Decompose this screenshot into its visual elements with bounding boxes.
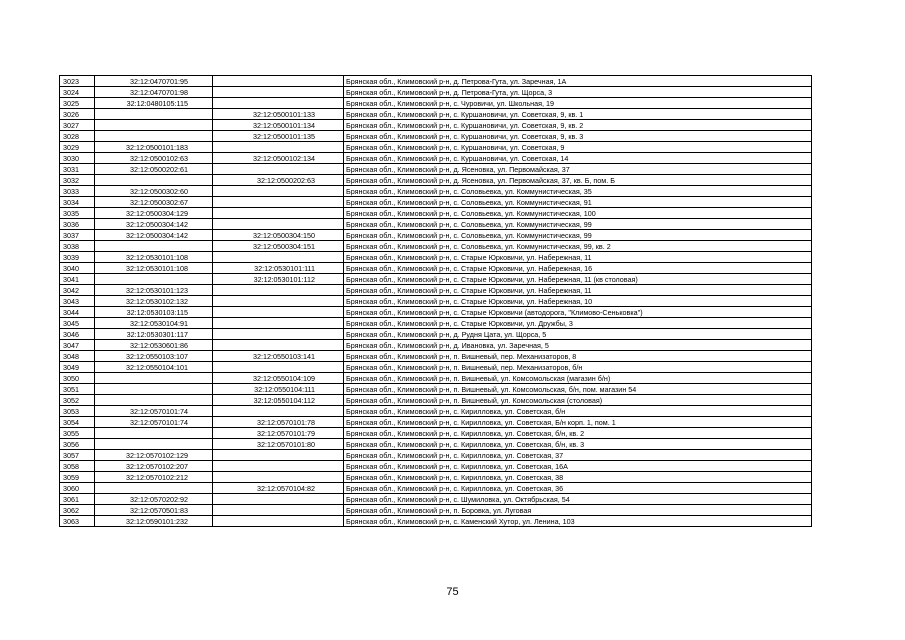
- cadastral-number-secondary-cell: 32:12:0500101:134: [213, 120, 344, 131]
- cadastral-number-cell: [95, 274, 213, 285]
- table-row: [60, 428, 812, 439]
- table-row: [60, 120, 812, 131]
- address-cell: Брянская обл., Климовский р-н, с. Каменский Хутор, ул. Ленина, 103: [344, 516, 812, 527]
- row-number-cell: 3033: [60, 186, 95, 197]
- cadastral-number-secondary-cell: [213, 307, 344, 318]
- page-number: 75: [446, 586, 459, 598]
- table-row: [60, 351, 812, 362]
- table-row: [60, 472, 812, 483]
- table-row: [60, 318, 812, 329]
- address-cell: Брянская обл., Климовский р-н, п. Вишневый, ул. Комсомольская (магазин б/н): [344, 373, 812, 384]
- table-row: [60, 516, 812, 527]
- row-number-cell: 3054: [60, 417, 95, 428]
- table-row: [60, 252, 812, 263]
- cadastral-number-secondary-cell: 32:12:0570101:79: [213, 428, 344, 439]
- table-row: [60, 175, 812, 186]
- address-cell: Брянская обл., Климовский р-н, с. Старые Юрковичи, ул. Дружбы, 3: [344, 318, 812, 329]
- row-number-cell: 3050: [60, 373, 95, 384]
- table-row: [60, 241, 812, 252]
- row-number-cell: 3048: [60, 351, 95, 362]
- row-number-cell: 3032: [60, 175, 95, 186]
- cadastral-number-secondary-cell: [213, 340, 344, 351]
- cadastral-number-secondary-cell: [213, 197, 344, 208]
- cadastral-number-secondary-cell: [213, 516, 344, 527]
- cadastral-number-cell: 32:12:0530102:132: [95, 296, 213, 307]
- cadastral-number-cell: 32:12:0530104:91: [95, 318, 213, 329]
- cadastral-number-secondary-cell: 32:12:0550104:112: [213, 395, 344, 406]
- row-number-cell: 3027: [60, 120, 95, 131]
- table-row: [60, 505, 812, 516]
- address-cell: Брянская обл., Климовский р-н, с. Старые Юрковичи, ул. Набережная, 11: [344, 285, 812, 296]
- cadastral-number-secondary-cell: 32:12:0500101:133: [213, 109, 344, 120]
- cadastral-number-cell: 32:12:0500202:61: [95, 164, 213, 175]
- cadastral-number-secondary-cell: [213, 76, 344, 87]
- cadastral-number-cell: [95, 373, 213, 384]
- address-cell: Брянская обл., Климовский р-н, с. Старые Юрковичи, ул. Набережная, 16: [344, 263, 812, 274]
- table-row: [60, 362, 812, 373]
- cadastral-number-cell: 32:12:0500302:60: [95, 186, 213, 197]
- row-number-cell: 3034: [60, 197, 95, 208]
- row-number-cell: 3057: [60, 450, 95, 461]
- cadastral-number-cell: [95, 483, 213, 494]
- row-number-cell: 3059: [60, 472, 95, 483]
- cadastral-number-cell: 32:12:0570102:207: [95, 461, 213, 472]
- table-row: [60, 483, 812, 494]
- cadastral-number-secondary-cell: [213, 186, 344, 197]
- cadastral-number-secondary-cell: [213, 450, 344, 461]
- table-row: [60, 296, 812, 307]
- cadastral-number-secondary-cell: [213, 208, 344, 219]
- cadastral-number-cell: 32:12:0530101:123: [95, 285, 213, 296]
- cadastral-number-secondary-cell: 32:12:0500202:63: [213, 175, 344, 186]
- cadastral-number-cell: 32:12:0500304:142: [95, 230, 213, 241]
- table-row: [60, 208, 812, 219]
- cadastral-number-cell: 32:12:0480105:115: [95, 98, 213, 109]
- row-number-cell: 3055: [60, 428, 95, 439]
- cadastral-number-cell: 32:12:0570202:92: [95, 494, 213, 505]
- cadastral-number-secondary-cell: [213, 219, 344, 230]
- table-row: [60, 285, 812, 296]
- cadastral-number-secondary-cell: [213, 98, 344, 109]
- row-number-cell: 3024: [60, 87, 95, 98]
- address-cell: Брянская обл., Климовский р-н, с. Кирилловка, ул. Советская, б/н, кв. 2: [344, 428, 812, 439]
- cadastral-number-secondary-cell: [213, 296, 344, 307]
- address-cell: Брянская обл., Климовский р-н, с. Соловьевка, ул. Коммунистическая, 100: [344, 208, 812, 219]
- address-cell: Брянская обл., Климовский р-н, с. Соловьевка, ул. Коммунистическая, 99: [344, 219, 812, 230]
- cadastral-number-secondary-cell: [213, 164, 344, 175]
- address-cell: Брянская обл., Климовский р-н, д. Ивановка, ул. Заречная, 5: [344, 340, 812, 351]
- address-cell: Брянская обл., Климовский р-н, с. Старые Юрковичи (автодорога, "Климово-Сеньковка"): [344, 307, 812, 318]
- address-cell: Брянская обл., Климовский р-н, с. Куршановичи, ул. Советская, 9, кв. 2: [344, 120, 812, 131]
- table-row: [60, 450, 812, 461]
- address-cell: Брянская обл., Климовский р-н, с. Соловьевка, ул. Коммунистическая, 35: [344, 186, 812, 197]
- cadastral-number-cell: 32:12:0500102:63: [95, 153, 213, 164]
- row-number-cell: 3038: [60, 241, 95, 252]
- row-number-cell: 3035: [60, 208, 95, 219]
- cadastral-number-secondary-cell: [213, 142, 344, 153]
- cadastral-number-cell: [95, 384, 213, 395]
- address-cell: Брянская обл., Климовский р-н, п. Вишневый, пер. Механизаторов, 8: [344, 351, 812, 362]
- address-cell: Брянская обл., Климовский р-н, с. Куршановичи, ул. Советская, 9, кв. 1: [344, 109, 812, 120]
- address-cell: Брянская обл., Климовский р-н, с. Старые Юрковичи, ул. Набережная, 10: [344, 296, 812, 307]
- row-number-cell: 3029: [60, 142, 95, 153]
- address-cell: Брянская обл., Климовский р-н, с. Соловьевка, ул. Коммунистическая, 99, кв. 2: [344, 241, 812, 252]
- cadastral-number-cell: [95, 395, 213, 406]
- address-cell: Брянская обл., Климовский р-н, с. Соловьевка, ул. Коммунистическая, 99: [344, 230, 812, 241]
- row-number-cell: 3030: [60, 153, 95, 164]
- cadastral-number-secondary-cell: [213, 285, 344, 296]
- table-row: [60, 98, 812, 109]
- address-cell: Брянская обл., Климовский р-н, с. Старые Юрковичи, ул. Набережная, 11 (кв столовая): [344, 274, 812, 285]
- cadastral-number-secondary-cell: [213, 461, 344, 472]
- cadastral-number-secondary-cell: 32:12:0550104:111: [213, 384, 344, 395]
- cadastral-number-cell: 32:12:0470701:98: [95, 87, 213, 98]
- row-number-cell: 3052: [60, 395, 95, 406]
- table-row: [60, 395, 812, 406]
- address-cell: Брянская обл., Климовский р-н, п. Вишневый, ул. Комсомольская (столовая): [344, 395, 812, 406]
- address-cell: Брянская обл., Климовский р-н, с. Кирилловка, ул. Советская, 16А: [344, 461, 812, 472]
- table-row: [60, 461, 812, 472]
- cadastral-number-secondary-cell: 32:12:0550104:109: [213, 373, 344, 384]
- table-row: [60, 164, 812, 175]
- cadastral-number-secondary-cell: [213, 505, 344, 516]
- row-number-cell: 3061: [60, 494, 95, 505]
- property-registry-table: [59, 75, 812, 527]
- address-cell: Брянская обл., Климовский р-н, с. Кирилловка, ул. Советская, 36: [344, 483, 812, 494]
- row-number-cell: 3044: [60, 307, 95, 318]
- address-cell: Брянская обл., Климовский р-н, с. Куршановичи, ул. Советская, 14: [344, 153, 812, 164]
- address-cell: Брянская обл., Климовский р-н, с. Шумиловка, ул. Октябрьская, 54: [344, 494, 812, 505]
- cadastral-number-cell: [95, 428, 213, 439]
- address-cell: Брянская обл., Климовский р-н, п. Вишневый, ул. Комсомольская, б/н, пом. магазин 54: [344, 384, 812, 395]
- address-cell: Брянская обл., Климовский р-н, с. Кирилловка, ул. Советская, 38: [344, 472, 812, 483]
- table-row: [60, 131, 812, 142]
- address-cell: Брянская обл., Климовский р-н, с. Кирилловка, ул. Советская, Б/н корп. 1, пом. 1: [344, 417, 812, 428]
- cadastral-number-secondary-cell: 32:12:0530101:111: [213, 263, 344, 274]
- address-cell: Брянская обл., Климовский р-н, с. Чуровичи, ул. Школьная, 19: [344, 98, 812, 109]
- row-number-cell: 3045: [60, 318, 95, 329]
- cadastral-number-secondary-cell: [213, 87, 344, 98]
- cadastral-number-cell: 32:12:0550103:107: [95, 351, 213, 362]
- row-number-cell: 3058: [60, 461, 95, 472]
- cadastral-number-secondary-cell: 32:12:0530101:112: [213, 274, 344, 285]
- row-number-cell: 3049: [60, 362, 95, 373]
- row-number-cell: 3042: [60, 285, 95, 296]
- cadastral-number-cell: [95, 241, 213, 252]
- cadastral-number-secondary-cell: 32:12:0500304:150: [213, 230, 344, 241]
- cadastral-number-cell: 32:12:0470701:95: [95, 76, 213, 87]
- table-row: [60, 307, 812, 318]
- cadastral-number-secondary-cell: 32:12:0570104:82: [213, 483, 344, 494]
- cadastral-number-cell: [95, 175, 213, 186]
- cadastral-number-cell: [95, 439, 213, 450]
- cadastral-number-secondary-cell: 32:12:0570101:78: [213, 417, 344, 428]
- row-number-cell: 3056: [60, 439, 95, 450]
- cadastral-number-secondary-cell: [213, 362, 344, 373]
- table-row: [60, 109, 812, 120]
- cadastral-number-cell: [95, 120, 213, 131]
- cadastral-number-cell: 32:12:0570101:74: [95, 406, 213, 417]
- row-number-cell: 3043: [60, 296, 95, 307]
- cadastral-number-secondary-cell: [213, 472, 344, 483]
- address-cell: Брянская обл., Климовский р-н, д. Петрова-Гута, ул. Щорса, 3: [344, 87, 812, 98]
- cadastral-number-secondary-cell: 32:12:0550103:141: [213, 351, 344, 362]
- cadastral-number-cell: [95, 131, 213, 142]
- table-row: [60, 274, 812, 285]
- cadastral-number-cell: 32:12:0530301:117: [95, 329, 213, 340]
- cadastral-number-secondary-cell: [213, 329, 344, 340]
- address-cell: Брянская обл., Климовский р-н, с. Кирилловка, ул. Советская, б/н, кв. 3: [344, 439, 812, 450]
- row-number-cell: 3053: [60, 406, 95, 417]
- cadastral-number-cell: 32:12:0590101:232: [95, 516, 213, 527]
- table-row: [60, 417, 812, 428]
- table-row: [60, 76, 812, 87]
- cadastral-number-cell: 32:12:0500304:129: [95, 208, 213, 219]
- row-number-cell: 3039: [60, 252, 95, 263]
- cadastral-number-cell: 32:12:0530101:108: [95, 263, 213, 274]
- address-cell: Брянская обл., Климовский р-н, с. Куршановичи, ул. Советская, 9, кв. 3: [344, 131, 812, 142]
- cadastral-number-secondary-cell: [213, 494, 344, 505]
- address-cell: Брянская обл., Климовский р-н, с. Старые Юрковичи, ул. Набережная, 11: [344, 252, 812, 263]
- table-row: [60, 329, 812, 340]
- row-number-cell: 3040: [60, 263, 95, 274]
- row-number-cell: 3023: [60, 76, 95, 87]
- address-cell: Брянская обл., Климовский р-н, с. Кирилловка, ул. Советская, б/н: [344, 406, 812, 417]
- row-number-cell: 3037: [60, 230, 95, 241]
- table-row: [60, 373, 812, 384]
- table-row: [60, 186, 812, 197]
- row-number-cell: 3026: [60, 109, 95, 120]
- cadastral-number-cell: 32:12:0570501:83: [95, 505, 213, 516]
- cadastral-number-cell: 32:12:0530103:115: [95, 307, 213, 318]
- cadastral-number-cell: 32:12:0500302:67: [95, 197, 213, 208]
- table-row: [60, 406, 812, 417]
- registry-table-body: [60, 76, 812, 527]
- address-cell: Брянская обл., Климовский р-н, д. Рудня Цата, ул. Щорса, 5: [344, 329, 812, 340]
- cadastral-number-cell: 32:12:0500101:183: [95, 142, 213, 153]
- table-row: [60, 153, 812, 164]
- cadastral-number-secondary-cell: 32:12:0500102:134: [213, 153, 344, 164]
- address-cell: Брянская обл., Климовский р-н, с. Куршановичи, ул. Советская, 9: [344, 142, 812, 153]
- cadastral-number-secondary-cell: [213, 318, 344, 329]
- cadastral-number-cell: 32:12:0570101:74: [95, 417, 213, 428]
- row-number-cell: 3031: [60, 164, 95, 175]
- row-number-cell: 3025: [60, 98, 95, 109]
- table-row: [60, 263, 812, 274]
- table-row: [60, 439, 812, 450]
- row-number-cell: 3046: [60, 329, 95, 340]
- cadastral-number-secondary-cell: [213, 406, 344, 417]
- cadastral-number-cell: 32:12:0530601:86: [95, 340, 213, 351]
- address-cell: Брянская обл., Климовский р-н, п. Боровка, ул. Луговая: [344, 505, 812, 516]
- table-row: [60, 87, 812, 98]
- table-row: [60, 494, 812, 505]
- cadastral-number-cell: 32:12:0570102:129: [95, 450, 213, 461]
- table-row: [60, 197, 812, 208]
- row-number-cell: 3041: [60, 274, 95, 285]
- address-cell: Брянская обл., Климовский р-н, д. Ясеновка, ул. Первомайская, 37: [344, 164, 812, 175]
- table-row: [60, 219, 812, 230]
- address-cell: Брянская обл., Климовский р-н, д. Ясеновка, ул. Первомайская, 37, кв. Б, пом. Б: [344, 175, 812, 186]
- address-cell: Брянская обл., Климовский р-н, с. Соловьевка, ул. Коммунистическая, 91: [344, 197, 812, 208]
- row-number-cell: 3036: [60, 219, 95, 230]
- row-number-cell: 3028: [60, 131, 95, 142]
- row-number-cell: 3051: [60, 384, 95, 395]
- row-number-cell: 3062: [60, 505, 95, 516]
- cadastral-number-cell: [95, 109, 213, 120]
- cadastral-number-secondary-cell: 32:12:0570101:80: [213, 439, 344, 450]
- table-row: [60, 340, 812, 351]
- table-row: [60, 230, 812, 241]
- address-cell: Брянская обл., Климовский р-н, с. Кирилловка, ул. Советская, 37: [344, 450, 812, 461]
- row-number-cell: 3060: [60, 483, 95, 494]
- cadastral-number-cell: 32:12:0500304:142: [95, 219, 213, 230]
- cadastral-number-secondary-cell: [213, 252, 344, 263]
- address-cell: Брянская обл., Климовский р-н, д. Петрова-Гута, ул. Заречная, 1А: [344, 76, 812, 87]
- row-number-cell: 3063: [60, 516, 95, 527]
- cadastral-number-secondary-cell: 32:12:0500101:135: [213, 131, 344, 142]
- cadastral-number-cell: 32:12:0570102:212: [95, 472, 213, 483]
- cadastral-number-cell: 32:12:0550104:101: [95, 362, 213, 373]
- table-row: [60, 384, 812, 395]
- table-row: [60, 142, 812, 153]
- address-cell: Брянская обл., Климовский р-н, п. Вишневый, пер. Механизаторов, б/н: [344, 362, 812, 373]
- cadastral-number-cell: 32:12:0530101:108: [95, 252, 213, 263]
- row-number-cell: 3047: [60, 340, 95, 351]
- cadastral-number-secondary-cell: 32:12:0500304:151: [213, 241, 344, 252]
